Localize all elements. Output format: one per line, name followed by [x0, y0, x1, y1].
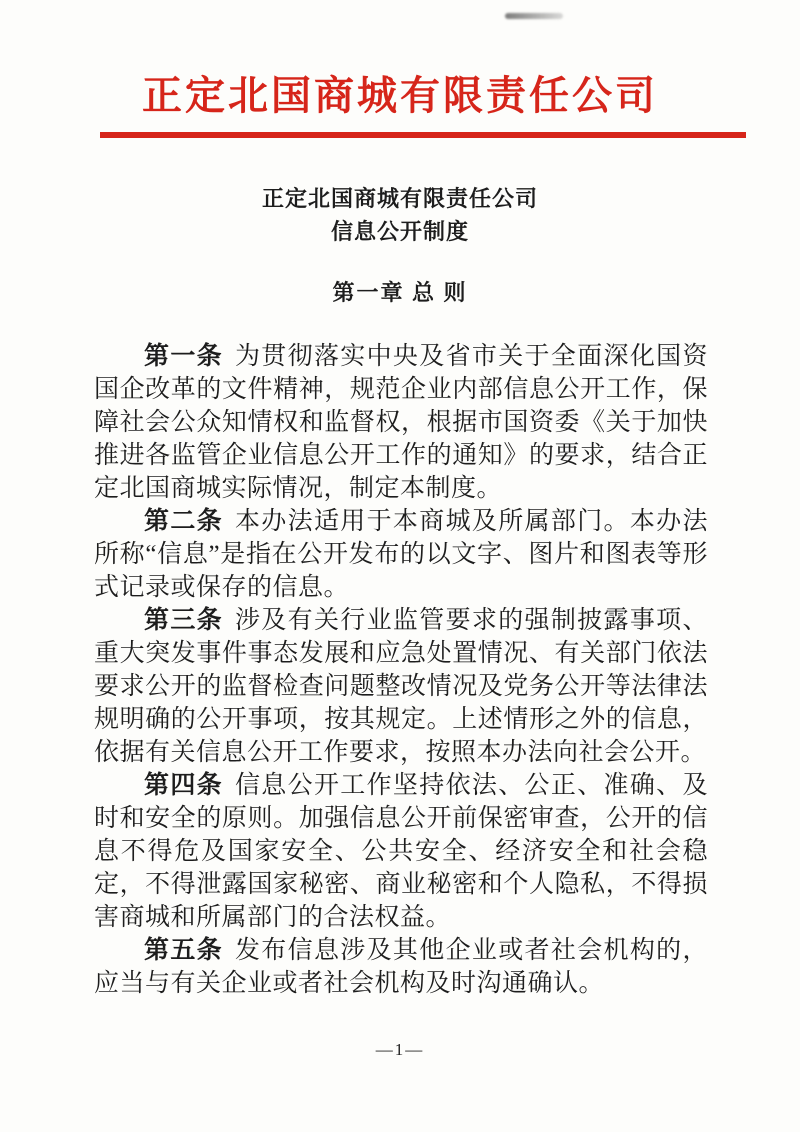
article-label-3: 第三条 [144, 607, 223, 634]
letterhead-rule [100, 132, 746, 138]
article-label-4: 第四条 [144, 772, 223, 799]
article-paragraph-5 [94, 934, 708, 1000]
document-title-line1: 正定北国商城有限责任公司 [261, 186, 538, 211]
article-text-5: 发布信息涉及其他企业或者社会机构的，应当与有关企业或者社会机构及时沟通确认。 [94, 937, 708, 997]
document-body [94, 340, 708, 1000]
chapter-heading: 第一章 总 则 [332, 280, 468, 305]
article-paragraph-4 [94, 769, 708, 934]
article-text-2: 本办法适用于本商城及所属部门。本办法所称“信息”是指在公开发布的以文字、图片和图表等形式记录或保存的信息。 [94, 508, 708, 601]
document-title-line2: 信息公开制度 [330, 219, 469, 244]
article-text-3: 涉及有关行业监管要求的强制披露事项、重大突发事件事态发展和应急处置情况、有关部门依法要求公开的监督检查问题整改情况及党务公开等法律法规明确的公开事项，按其规定。上述情形之外的信息，依据有关信息公开工作要求，按照本办法向社会公开。 [94, 607, 708, 766]
page-number: —1— [375, 1040, 425, 1059]
article-label-1: 第一条 [144, 343, 223, 370]
article-text-4: 信息公开工作坚持依法、公正、准确、及时和安全的原则。加强信息公开前保密审查，公开的信息不得危及国家安全、公共安全、经济安全和社会稳定，不得泄露国家秘密、商业秘密和个人隐私，不得损害商城和所属部门的合法权益。 [94, 772, 708, 931]
article-paragraph-1 [94, 340, 708, 505]
article-paragraph-3 [94, 604, 708, 769]
article-label-5: 第五条 [144, 937, 223, 964]
article-label-2: 第二条 [144, 508, 223, 535]
article-paragraph-2 [94, 505, 708, 604]
document-title [0, 182, 800, 248]
scan-artifact [505, 13, 563, 19]
article-text-1: 为贯彻落实中央及省市关于全面深化国资国企改革的文件精神，规范企业内部信息公开工作，保障社会公众知情权和监督权，根据市国资委《关于加快推进各监管企业信息公开工作的通知》的要求，结合正定北国商城实际情况，制定本制度。 [94, 343, 708, 502]
letterhead-title: 正定北国商城有限责任公司 [142, 73, 658, 118]
